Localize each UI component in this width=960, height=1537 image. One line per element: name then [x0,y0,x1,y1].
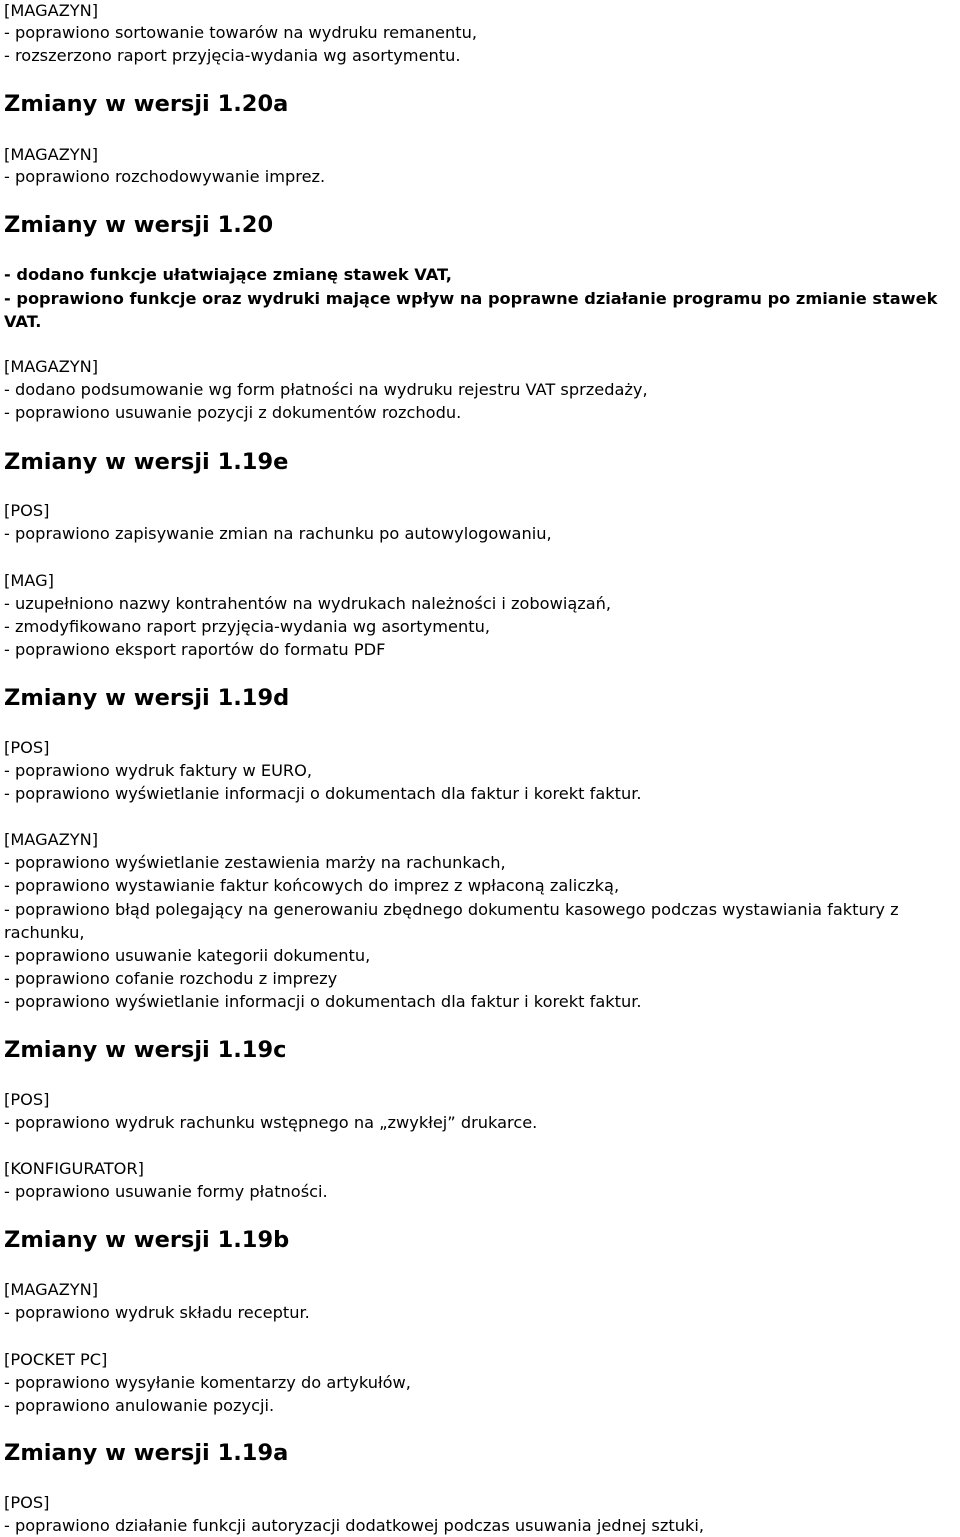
list-item: - poprawiono anulowanie pozycji. [4,1396,275,1415]
version-heading-1-19e: Zmiany w wersji 1.19e [4,449,289,475]
version-heading-1-20a: Zmiany w wersji 1.20a [4,91,289,117]
version-heading-1-20: Zmiany w wersji 1.20 [4,212,274,238]
list-item: - dodano podsumowanie wg form płatności na wydruku rejestru VAT sprzedaży, [4,380,648,399]
section-label-magazyn: [MAGAZYN] [4,830,99,849]
section-label-magazyn: [MAGAZYN] [4,357,99,376]
list-item: - rozszerzono raport przyjęcia-wydania wg asortymentu. [4,46,461,65]
list-item: - poprawiono wyświetlanie informacji o dokumentach dla faktur i korekt faktur. [4,992,642,1011]
list-item: - poprawiono wyświetlanie informacji o dokumentach dla faktur i korekt faktur. [4,784,642,803]
section-label-pos: [POS] [4,1493,50,1512]
section-label-magazyn: [MAGAZYN] [4,1280,99,1299]
list-item: - poprawiono usuwanie kategorii dokumentu, [4,946,371,965]
section-label-pos: [POS] [4,1090,50,1109]
list-item: - poprawiono cofanie rozchodu z imprezy [4,969,338,988]
list-item: - poprawiono sortowanie towarów na wydruku remanentu, [4,23,478,42]
list-item-general: - dodano funkcje ułatwiające zmianę stawek VAT, [4,265,452,284]
list-item: - poprawiono wysyłanie komentarzy do artykułów, [4,1373,411,1392]
list-item: - poprawiono działanie funkcji autoryzacji dodatkowej podczas usuwania jednej sztuki, [4,1516,704,1535]
list-item: - poprawiono wydruk faktury w EURO, [4,761,313,780]
version-heading-1-19c: Zmiany w wersji 1.19c [4,1037,287,1063]
section-label-pos: [POS] [4,501,50,520]
list-item: - zmodyfikowano raport przyjęcia-wydania wg asortymentu, [4,617,490,636]
section-label-magazyn: [MAGAZYN] [4,145,99,164]
list-item: - poprawiono wystawianie faktur końcowych do imprez z wpłaconą zaliczką, [4,876,620,895]
list-item-general: - poprawiono funkcje oraz wydruki mające wpływ na poprawne działanie programu po zmianie stawek VAT. [4,289,938,331]
list-item: - poprawiono wydruk rachunku wstępnego na „zwykłej” drukarce. [4,1113,538,1132]
list-item: - uzupełniono nazwy kontrahentów na wydrukach należności i zobowiązań, [4,594,612,613]
list-item: - poprawiono rozchodowywanie imprez. [4,167,326,186]
section-label-konfigurator: [KONFIGURATOR] [4,1159,144,1178]
section-label-mag: [MAG] [4,571,54,590]
version-heading-1-19d: Zmiany w wersji 1.19d [4,685,290,711]
list-item: - poprawiono usuwanie pozycji z dokumentów rozchodu. [4,403,462,422]
version-heading-1-19b: Zmiany w wersji 1.19b [4,1227,290,1253]
list-item: - poprawiono eksport raportów do formatu PDF [4,640,386,659]
section-label-pos: [POS] [4,738,50,757]
list-item: - poprawiono usuwanie formy płatności. [4,1182,328,1201]
section-label-magazyn: [MAGAZYN] [4,1,99,20]
version-heading-1-19a: Zmiany w wersji 1.19a [4,1440,289,1466]
section-label-pocket-pc: [POCKET PC] [4,1350,108,1369]
list-item: - poprawiono zapisywanie zmian na rachunku po autowylogowaniu, [4,524,552,543]
list-item: - poprawiono wyświetlanie zestawienia marży na rachunkach, [4,853,506,872]
list-item: - poprawiono wydruk składu receptur. [4,1303,310,1322]
list-item: - poprawiono błąd polegający na generowaniu zbędnego dokumentu kasowego podczas wystawiania faktury z rachunku, [4,900,899,942]
